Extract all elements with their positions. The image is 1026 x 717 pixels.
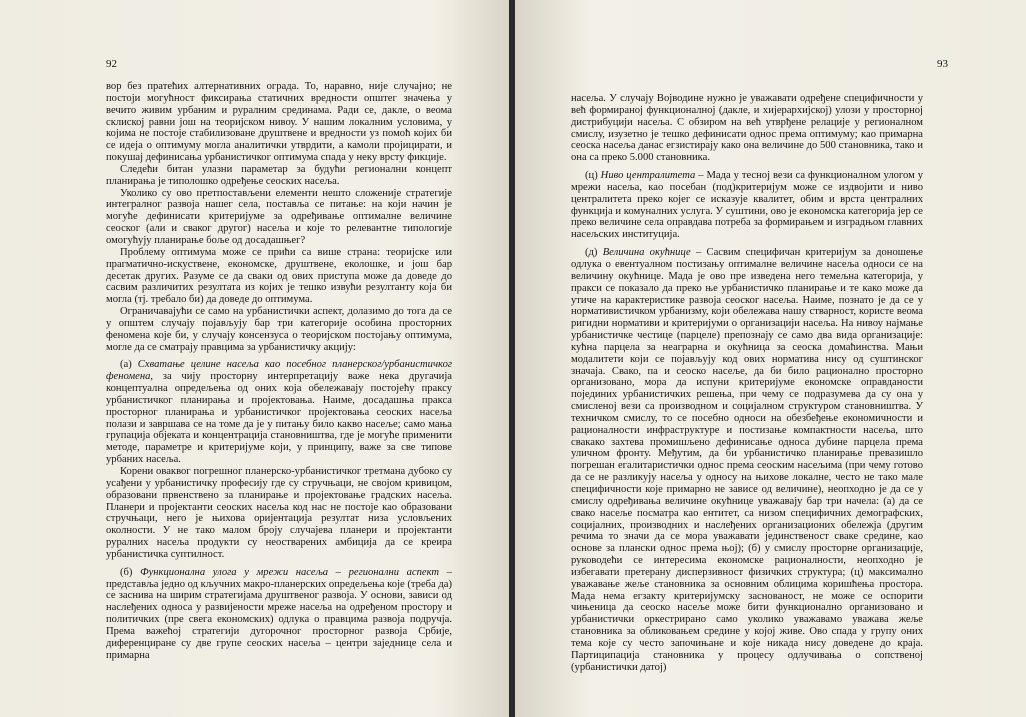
section-title: Схватање целине насеља као посебног планерског/урбанистичког феномена	[106, 359, 453, 383]
section-title: Ниво централитета	[600, 170, 696, 182]
section-d	[571, 247, 923, 673]
paragraph: Ограничавајући се само на урбанистички аспект, долазимо до тога да се у општем случају појављују бар три категорије особина просторних феномена које би, у случају консензуса о теоријском постојању оптимума, могле да се сматрају правцима за урбанистичку акцију:	[106, 306, 452, 353]
section-prefix: (д)	[585, 247, 603, 259]
paragraph: Проблему оптимума може се прићи са више страна: теоријске или прагматично-искуствене, економске, друштвене, еколошке, и још бар десетак других. Разуме се да сваки од ових приступа може да доведе до сасвим различитих резултата из којих је тешко извући резултанту која би могла (тј. требало би) да доведе до оптимума.	[106, 246, 452, 306]
left-body-text	[106, 81, 452, 662]
section-title: Величина окућнице	[602, 247, 691, 259]
section-prefix: (а)	[120, 359, 138, 371]
paragraph: насеља. У случају Војводине нужно је уважавати одређене специфичности у већ формираној функционалној (дакле, и хијерархијској) улози у просторној дистрибуцији насеља. С обзиром на већ утврђене релације у регионалном смислу, изузетно је тешко дефинисати однос према оптимуму; као примарна сеоска насеља данас егзистирају како она величине до 500 становника, тако и она са преко 5.000 становника.	[571, 93, 923, 164]
section-text: – Сасвим специфичан критеријум за доношење одлука о евентуалном постизању оптималне величине насеља односи се на величину окућнице. Мада је ово пре изведена него темељна категорија, у пракси се показало да преко ње урбанистичко планирање и те како може да утиче на карактеристике развоја сеоског насеља. Наиме, познато је да се у нормативистичком урбанизму, који обележава нашу стварност, користе веома ригидни нормативи и критеријуми о организацији насеља. На нивоу најмање урбанистичке честице (парцеле) препознају се само два вида организације: кућна парцела за неаграрна и окућница за сеоска домаћинства. Мањи модалитети који се појављују код ових норматива нису од суштинског значаја. Свако, па и сеоско насеље, да би било рационално просторно организовано, мора да испуни критеријуме економске оправданости појединих урбанистичких решења, при чему се подразумева да су она у смисленој вези са производном и социјалном структуром становништва. У техничком смислу, то се посебно односи на обезбеђење економичности и рационалности инфраструктуре и постизање компактности насеља, што свакако захтева промишљено дефинисање односа дубине парцела према уличном фронту. Међутим, да би урбанистичко планирање превазишло погрешан егалитаристички однос према сеоским насељима (при чему готово да се не разликују насеља у односу на њихове локалне, често не тако мале специфичности које примарно не зависе од величине), неопходно је да се у смислу одређивања величине окућнице уважавају бар три начела: (а) да се свако насеље посматра као ентитет, са низом специфичних демографских, социјалних, производних и наслеђених организационих обележја (другим речима то значи да се мора уважавати јединственост сваке средине, као основе за плански однос према њој); (б) у смислу просторне организације, руководећи се интересима економске рационалности, неопходно је избегавати претерану дисперзивност физичких структура; (ц) максимално уважавање жеље становника за основним облицима коришћења простора. Мада нема егзакту критеријумску заснованост, не може се оспорити чињеница да сеоско насеље може бити функционално организовано и урбанистички оркестрирано само уколико уважавамо уважава жеље становника за обликовањем средине у којој живе. Ово спада у групу оних тема које су често започињане и које никада нису доведене до краја. Партиципација становника у процесу одлучивања о сопственој (урбанистички датој)	[571, 247, 923, 673]
section-c	[571, 170, 923, 241]
page-number: 93	[937, 58, 948, 70]
section-b	[106, 567, 452, 662]
right-body-text	[571, 93, 923, 674]
page-number: 92	[106, 58, 117, 70]
section-text: – представља једно од кључних макро-планерских опредељења које (треба да) се заснива на ширим стратегијама друштвеног развоја. У основи, зависи од наслеђених односа у развијености мреже насеља на одређеном простору и политичких (пре свега економских) одлука о правцима развоја подручја. Према важећој стратегији дугорочног просторног развоја Србије, диференциране су две групе сеоских насеља – центри заједнице села и примарна	[106, 566, 453, 661]
section-title: Функционална улога у мрежи насеља – регионални аспект	[140, 566, 440, 578]
paragraph: Следећи битан улазни параметар за будући регионални концепт планирања је типолошко одређење сеоских насеља.	[106, 163, 452, 187]
left-page	[0, 0, 511, 717]
paragraph: Уколико су ово претпостављени елементи нешто сложеније стратегије интегралног развоја нашег села, поставља се питање: на који начин је могуће дефинисати критеријуме за одређивање оптималне величине сеоског (али и сваког другог) насеља и које то релевантне типологије омогућују планирање боље од досадашњег?	[106, 187, 452, 246]
section-a	[106, 359, 452, 466]
section-prefix: (ц)	[585, 170, 601, 182]
paragraph: Корени оваквог погрешног планерско-урбанистичког третмана дубоко су усађени у урбанистичку професију где су стручњаци, не својом кривицом, образовани првенствено за планирање и пројектовање градских насеља. Планери и пројектанти сеоских насеља код нас не постоје као образовани стручњаци, него је њихова оријентација резултат низа условљених околности. У не тако малом броју случајева планери и пројектанти руралних насеља продукти су неостварених амбиција да се креира урбанистичка суптилност.	[106, 466, 452, 560]
section-prefix: (б)	[120, 566, 141, 578]
right-page	[515, 0, 1026, 717]
section-text: , за чију просторну интерпретацију важе нека другачија концептуална опредељења од оних која обележавају постојећу праксу урбанистичког планирања и пројектовања. Наиме, досадашња пракса просторног планирања и урбанистичког пројектовања сеоских насеља полази и завршава се на томе да је у питању било какво насеље; само мања групација објеката и концентрација становништва, где је могуће применити методе, параметре и критеријуме који, у принципу, важе за све типове урбаних насеља.	[106, 371, 452, 466]
section-text: – Мада у тесној вези са функционалном улогом у мрежи насеља, као посебан (под)критеријум може се издвојити и ниво централитета преко којег се исказује квалитет, обим и врста централних функција и комуналних услуга. У суштини, ово је економска категорија јер се преко величине села оправдава потреба за формирањем и изградњом главних насељских институција.	[571, 170, 924, 241]
paragraph: вор без пратећих алтернативних ограда. То, наравно, није случајно; не постоји могућност фиксирања статичних вредности општег значења у вечито живим урбаним и руралним срединама. Ради се, дакле, о веома склиској равни још на теоријском нивоу. У нашим локалним условима, у којима не постоје стабилизоване друштвене и вредности уз помоћ којих би се идеја о оптимуму могла аналитички утврдити, а камоли пројицирати, и покушај дефинисања урбанистичког оптимума спада у неку врсту фикције.	[106, 81, 452, 164]
